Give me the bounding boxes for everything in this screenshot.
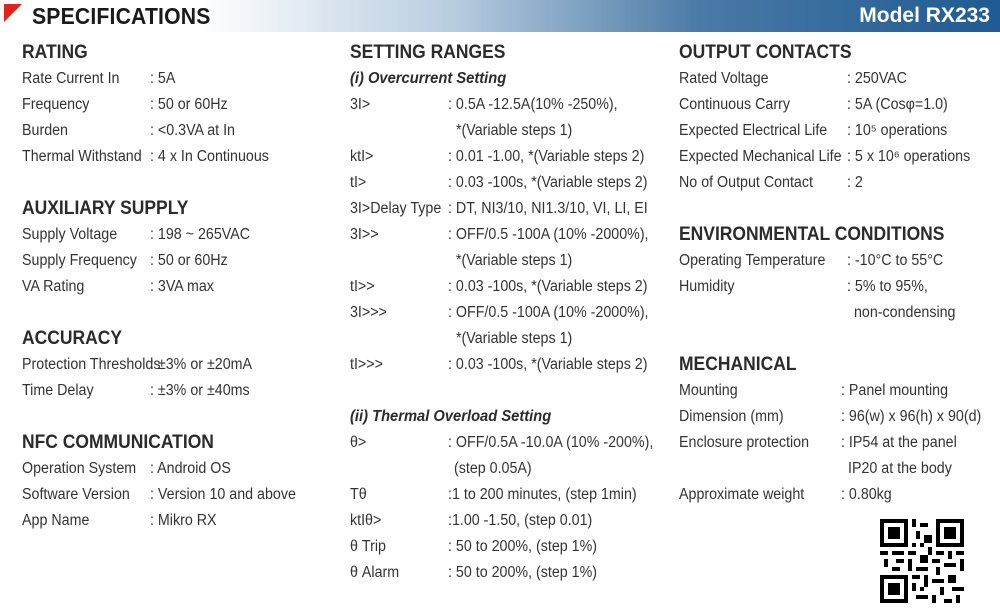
model-label: Model RX233 (859, 4, 990, 27)
spec-row (22, 92, 342, 118)
spec-label: Software Version (22, 486, 130, 503)
spec-value: : Version 10 and above (150, 486, 296, 503)
spec-row (679, 482, 999, 508)
spec-label: θ> (350, 434, 367, 451)
spec-row (350, 170, 670, 196)
spec-label: Frequency (22, 96, 90, 113)
spec-row (350, 222, 670, 248)
spec-value: : 198 ~ 265VAC (150, 226, 251, 243)
spec-label: 3I>Delay Type (350, 200, 442, 217)
spec-label: Operation System (22, 460, 137, 477)
spec-row (679, 170, 999, 196)
spec-value: : 2 (847, 174, 863, 191)
spec-row (22, 248, 342, 274)
spec-label: Dimension (mm) (679, 408, 784, 425)
spec-value: : 96(w) x 96(h) x 90(d) (841, 408, 982, 425)
spec-value: : 3VA max (150, 278, 214, 295)
spec-value: : 250VAC (847, 70, 907, 87)
spec-row (350, 456, 670, 482)
spec-row (22, 144, 342, 170)
spec-value: : Panel mounting (841, 382, 949, 399)
spec-label: Burden (22, 122, 68, 139)
spec-row (679, 378, 999, 404)
spec-row (22, 352, 342, 378)
section-title-setting-ranges: SETTING RANGES (350, 42, 506, 63)
spec-header-bar (0, 0, 1000, 32)
section-title-mechanical: MECHANICAL (679, 354, 797, 375)
spec-row (22, 456, 342, 482)
spec-value: : 0.03 -100s, *(Variable steps 2) (448, 356, 648, 373)
spec-row (679, 144, 999, 170)
spec-row (350, 534, 670, 560)
subsection-title-overcurrent: (i) Overcurrent Setting (350, 70, 507, 87)
spec-value: : 5% to 95%, (847, 278, 928, 295)
spec-value: : Mikro RX (150, 512, 217, 529)
spec-label: Protection Thresholds (22, 356, 161, 373)
spec-label: Rated Voltage (679, 70, 769, 87)
spec-value: : 5A (Cosφ=1.0) (847, 96, 948, 113)
spec-row (679, 404, 999, 430)
spec-label: 3I>>> (350, 304, 387, 321)
spec-label: tI>>> (350, 356, 383, 373)
spec-value: : 0.03 -100s, *(Variable steps 2) (448, 278, 648, 295)
spec-label: Rate Current In (22, 70, 120, 87)
spec-row (679, 430, 999, 456)
spec-value: : ±3% or ±40ms (150, 382, 250, 399)
spec-row (350, 92, 670, 118)
spec-value: : OFF/0.5 -100A (10% -2000%), (448, 304, 649, 321)
spec-row (350, 196, 670, 222)
spec-row (350, 274, 670, 300)
spec-value: : 50 to 200%, (step 1%) (448, 564, 598, 581)
spec-label: Expected Mechanical Life (679, 148, 842, 165)
spec-value: : 4 x In Continuous (150, 148, 269, 165)
spec-value: : 50 or 60Hz (150, 96, 228, 113)
spec-label: Mounting (679, 382, 738, 399)
red-triangle-logo (4, 4, 22, 22)
spec-value: : Android OS (150, 460, 231, 477)
spec-label: Expected Electrical Life (679, 122, 828, 139)
subsection-title-thermal: (ii) Thermal Overload Setting (350, 408, 552, 425)
spec-label: θ Alarm (350, 564, 400, 581)
spec-label: ktIθ> (350, 512, 382, 529)
column-left (22, 40, 342, 534)
spec-row (22, 378, 342, 404)
spec-row (22, 118, 342, 144)
spec-label: Supply Voltage (22, 226, 118, 243)
spec-value: : IP54 at the panel (841, 434, 957, 451)
spec-value: : 10⁵ operations (847, 122, 948, 139)
spec-row (350, 248, 670, 274)
page-title: SPECIFICATIONS (32, 3, 211, 29)
spec-label: θ Trip (350, 538, 386, 555)
spec-row (679, 118, 999, 144)
spec-value: : 50 to 200%, (step 1%) (448, 538, 598, 555)
spec-value: :1.00 -1.50, (step 0.01) (448, 512, 593, 529)
spec-value: : ±3% or ±20mA (150, 356, 253, 373)
spec-label: 3I> (350, 96, 371, 113)
spec-row (22, 508, 342, 534)
section-title-output-contacts: OUTPUT CONTACTS (679, 42, 852, 63)
section-title-environmental: ENVIRONMENTAL CONDITIONS (679, 224, 945, 245)
spec-row (350, 430, 670, 456)
spec-label: Humidity (679, 278, 735, 295)
spec-label: 3I>> (350, 226, 379, 243)
spec-value: : 0.80kg (841, 486, 892, 503)
spec-value: *(Variable steps 1) (456, 252, 573, 269)
spec-row (22, 222, 342, 248)
spec-value: : 0.03 -100s, *(Variable steps 2) (448, 174, 648, 191)
spec-label: Thermal Withstand (22, 148, 142, 165)
spec-label: tI> (350, 174, 367, 191)
spec-row (350, 300, 670, 326)
spec-row (350, 118, 670, 144)
spec-value: : 5 x 10⁶ operations (847, 148, 971, 165)
column-middle (350, 40, 670, 586)
spec-label: ktI> (350, 148, 374, 165)
spec-label: No of Output Contact (679, 174, 813, 191)
spec-value: : 5A (150, 70, 176, 87)
spec-label: App Name (22, 512, 90, 529)
section-title-accuracy: ACCURACY (22, 328, 123, 349)
spec-value: : OFF/0.5A -10.0A (10% -200%), (448, 434, 654, 451)
spec-row (350, 326, 670, 352)
spec-row (350, 560, 670, 586)
spec-row (679, 248, 999, 274)
section-title-nfc: NFC COMMUNICATION (22, 432, 214, 453)
spec-row (350, 144, 670, 170)
spec-label: Tθ (350, 486, 367, 503)
spec-value: : DT, NI3/10, NI1.3/10, VI, LI, EI (448, 200, 648, 217)
spec-row (679, 274, 999, 300)
spec-row (679, 92, 999, 118)
spec-value: non-condensing (854, 304, 956, 321)
spec-value: : <0.3VA at In (150, 122, 235, 139)
spec-value: *(Variable steps 1) (456, 330, 573, 347)
spec-value: *(Variable steps 1) (456, 122, 573, 139)
spec-row (22, 482, 342, 508)
spec-value: : 0.01 -1.00, *(Variable steps 2) (448, 148, 645, 165)
spec-row (22, 274, 342, 300)
spec-value: IP20 at the body (848, 460, 952, 477)
spec-row (679, 456, 999, 482)
spec-row (679, 300, 999, 326)
section-title-rating: RATING (22, 42, 88, 63)
spec-row (350, 352, 670, 378)
column-right (679, 40, 999, 508)
spec-value: : OFF/0.5 -100A (10% -2000%), (448, 226, 649, 243)
spec-label: tI>> (350, 278, 375, 295)
spec-row (679, 66, 999, 92)
spec-label: Continuous Carry (679, 96, 790, 113)
spec-row (22, 66, 342, 92)
spec-label: Operating Temperature (679, 252, 826, 269)
spec-label: Approximate weight (679, 486, 805, 503)
spec-value: :1 to 200 minutes, (step 1min) (448, 486, 637, 503)
spec-value: (step 0.05A) (454, 460, 532, 477)
spec-value: : 50 or 60Hz (150, 252, 228, 269)
spec-label: Time Delay (22, 382, 94, 399)
spec-label: Supply Frequency (22, 252, 137, 269)
spec-row (350, 508, 670, 534)
spec-value: : 0.5A -12.5A(10% -250%), (448, 96, 618, 113)
spec-label: VA Rating (22, 278, 85, 295)
spec-label: Enclosure protection (679, 434, 810, 451)
qr-code-icon[interactable] (880, 519, 964, 603)
section-title-auxiliary: AUXILIARY SUPPLY (22, 198, 189, 219)
spec-row (350, 482, 670, 508)
spec-value: : -10°C to 55°C (847, 252, 944, 269)
